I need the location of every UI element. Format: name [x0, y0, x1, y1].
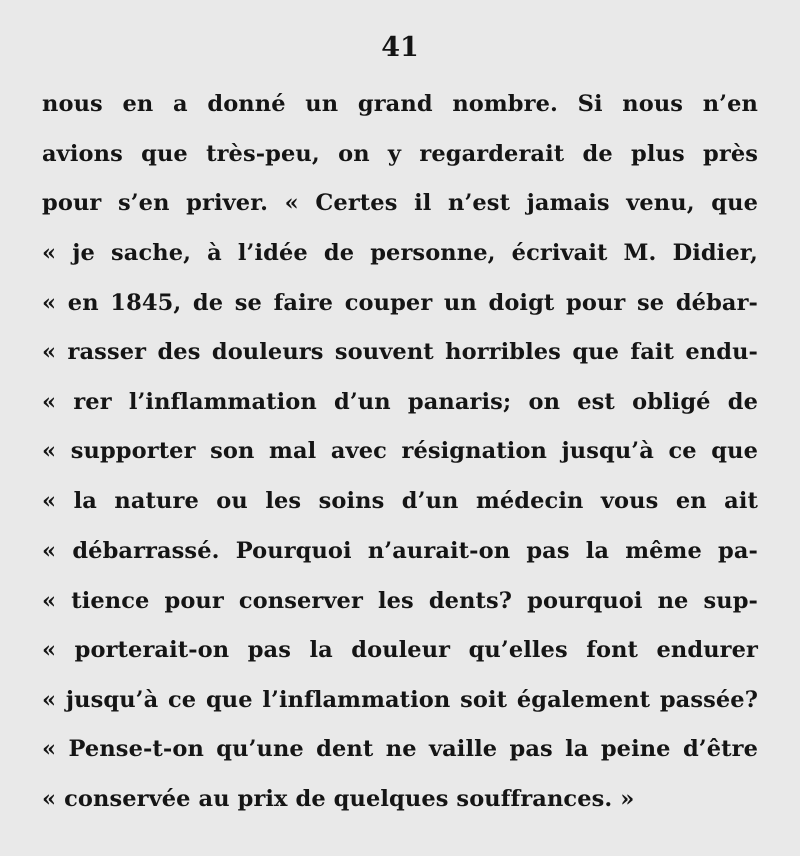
text-line: « je sache, à l’idée de personne, écrivait M. Didier, [42, 240, 758, 266]
text-line: « Pense-t-on qu’une dent ne vaille pas la peine d’être [42, 736, 758, 762]
text-line: nous en a donné un grand nombre. Si nous n’en [42, 91, 758, 117]
text-line: « en 1845, de se faire couper un doigt pour se débar- [42, 290, 758, 316]
text-line: « débarrassé. Pourquoi n’aurait-on pas la même pa- [42, 538, 758, 564]
text-line: « porterait-on pas la douleur qu’elles font endurer [42, 637, 758, 663]
text-line: « supporter son mal avec résignation jusqu’à ce que [42, 438, 758, 464]
text-line: « conservée au prix de quelques souffrances. » [42, 786, 635, 812]
text-line: « la nature ou les soins d’un médecin vous en ait [42, 488, 758, 514]
text-line: « rer l’inflammation d’un panaris; on est obligé de [42, 389, 758, 415]
text-line: « rasser des douleurs souvent horribles que fait endu- [42, 339, 758, 365]
text-line: « tience pour conserver les dents? pourquoi ne sup- [42, 588, 758, 614]
text-line: pour s’en priver. « Certes il n’est jamais venu, que [42, 190, 758, 216]
page-number: 41 [381, 32, 419, 63]
text-line: avions que très-peu, on y regarderait de plus près [42, 141, 758, 167]
text-line: « jusqu’à ce que l’inflammation soit également passée? [42, 687, 758, 713]
